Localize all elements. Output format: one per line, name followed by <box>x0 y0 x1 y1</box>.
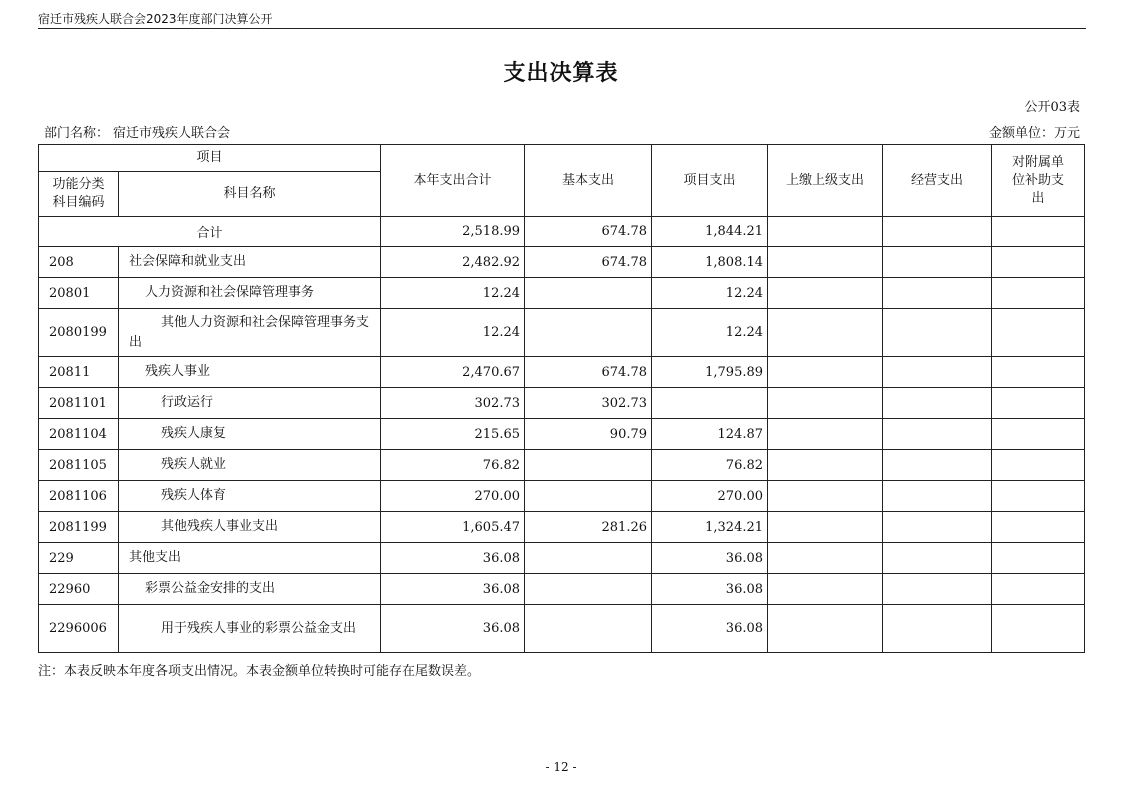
header-upper: 上缴上级支出 <box>768 145 883 217</box>
header-business: 经营支出 <box>883 145 992 217</box>
project-cell: 36.08 <box>652 605 768 653</box>
header-basic: 基本支出 <box>525 145 652 217</box>
table-note: 注：本表反映本年度各项支出情况。本表金额单位转换时可能存在尾数误差。 <box>38 664 481 679</box>
table-row <box>39 512 1085 543</box>
upper-cell <box>768 278 883 309</box>
business-cell <box>883 217 992 247</box>
basic-cell <box>525 574 652 605</box>
upper-cell <box>768 450 883 481</box>
basic-cell: 302.73 <box>525 388 652 419</box>
table-row <box>39 481 1085 512</box>
project-cell: 270.00 <box>652 481 768 512</box>
subsidy-cell <box>992 388 1085 419</box>
total-cell: 302.73 <box>381 388 525 419</box>
amount-unit: 金额单位：万元 <box>988 126 1080 141</box>
subsidy-cell <box>992 419 1085 450</box>
upper-cell <box>768 419 883 450</box>
func-code-cell: 2081106 <box>39 481 119 512</box>
project-cell <box>652 388 768 419</box>
subsidy-cell <box>992 512 1085 543</box>
func-code-cell: 208 <box>39 247 119 278</box>
header-subsidy: 对附属单位补助支出 <box>992 145 1085 217</box>
project-cell: 1,844.21 <box>652 217 768 247</box>
total-cell: 2,518.99 <box>381 217 525 247</box>
total-cell: 36.08 <box>381 574 525 605</box>
func-code-cell: 2081104 <box>39 419 119 450</box>
department-value: 宿迁市残疾人联合会 <box>113 126 231 141</box>
upper-cell <box>768 309 883 357</box>
func-code-cell: 2296006 <box>39 605 119 653</box>
subject-name-cell: 彩票公益金安排的支出 <box>119 574 381 605</box>
total-row <box>39 217 1085 247</box>
total-cell: 36.08 <box>381 605 525 653</box>
func-code-cell: 2081105 <box>39 450 119 481</box>
subsidy-cell <box>992 278 1085 309</box>
table-row <box>39 278 1085 309</box>
func-code-cell: 2080199 <box>39 309 119 357</box>
basic-cell: 674.78 <box>525 217 652 247</box>
func-code-cell: 20801 <box>39 278 119 309</box>
department-label: 部门名称： <box>44 126 110 141</box>
basic-cell: 674.78 <box>525 247 652 278</box>
upper-cell <box>768 217 883 247</box>
business-cell <box>883 419 992 450</box>
department-line <box>44 122 234 141</box>
business-cell <box>883 543 992 574</box>
subsidy-cell <box>992 247 1085 278</box>
running-header: 宿迁市残疾人联合会2023年度部门决算公开 <box>38 12 273 26</box>
basic-cell <box>525 481 652 512</box>
table-row <box>39 450 1085 481</box>
subject-name-cell: 人力资源和社会保障管理事务 <box>119 278 381 309</box>
table-row <box>39 388 1085 419</box>
project-cell: 12.24 <box>652 309 768 357</box>
table-row <box>39 605 1085 653</box>
business-cell <box>883 247 992 278</box>
table-row <box>39 357 1085 388</box>
func-code-cell: 2081101 <box>39 388 119 419</box>
basic-cell <box>525 605 652 653</box>
subject-name-cell: 社会保障和就业支出 <box>119 247 381 278</box>
business-cell <box>883 388 992 419</box>
subject-name-cell: 残疾人体育 <box>119 481 381 512</box>
basic-cell <box>525 543 652 574</box>
subject-name-cell: 其他残疾人事业支出 <box>119 512 381 543</box>
func-code-cell: 229 <box>39 543 119 574</box>
basic-cell: 281.26 <box>525 512 652 543</box>
header-item: 项目 <box>39 145 381 172</box>
business-cell <box>883 278 992 309</box>
header-total: 本年支出合计 <box>381 145 525 217</box>
project-cell: 124.87 <box>652 419 768 450</box>
upper-cell <box>768 481 883 512</box>
subsidy-cell <box>992 309 1085 357</box>
upper-cell <box>768 388 883 419</box>
func-code-cell: 22960 <box>39 574 119 605</box>
total-cell: 12.24 <box>381 278 525 309</box>
business-cell <box>883 309 992 357</box>
basic-cell <box>525 309 652 357</box>
form-code: 公开03表 <box>1024 100 1080 115</box>
upper-cell <box>768 357 883 388</box>
subsidy-cell <box>992 574 1085 605</box>
project-cell: 1,324.21 <box>652 512 768 543</box>
subject-name-cell: 其他人力资源和社会保障管理事务支出 <box>119 309 381 357</box>
subject-name-cell: 残疾人事业 <box>119 357 381 388</box>
expenditure-table <box>38 144 1085 653</box>
total-cell: 2,470.67 <box>381 357 525 388</box>
header-divider <box>38 28 1086 29</box>
project-cell: 1,808.14 <box>652 247 768 278</box>
table-row <box>39 247 1085 278</box>
subsidy-cell <box>992 357 1085 388</box>
header-subject-name: 科目名称 <box>119 172 381 217</box>
project-cell: 1,795.89 <box>652 357 768 388</box>
subsidy-cell <box>992 217 1085 247</box>
upper-cell <box>768 512 883 543</box>
total-label: 合计 <box>39 217 381 247</box>
page-number: - 12 - <box>545 760 577 774</box>
subsidy-cell <box>992 450 1085 481</box>
total-cell: 270.00 <box>381 481 525 512</box>
func-code-cell: 2081199 <box>39 512 119 543</box>
total-cell: 2,482.92 <box>381 247 525 278</box>
table-row <box>39 574 1085 605</box>
total-cell: 12.24 <box>381 309 525 357</box>
table-row <box>39 309 1085 357</box>
subject-name-cell: 其他支出 <box>119 543 381 574</box>
subject-name-cell: 残疾人康复 <box>119 419 381 450</box>
subsidy-cell <box>992 543 1085 574</box>
business-cell <box>883 574 992 605</box>
basic-cell: 674.78 <box>525 357 652 388</box>
upper-cell <box>768 605 883 653</box>
subsidy-cell <box>992 605 1085 653</box>
business-cell <box>883 512 992 543</box>
upper-cell <box>768 247 883 278</box>
header-project: 项目支出 <box>652 145 768 217</box>
subject-name-cell: 行政运行 <box>119 388 381 419</box>
page-title: 支出决算表 <box>503 61 619 86</box>
total-cell: 76.82 <box>381 450 525 481</box>
subject-name-cell: 残疾人就业 <box>119 450 381 481</box>
basic-cell <box>525 278 652 309</box>
upper-cell <box>768 543 883 574</box>
upper-cell <box>768 574 883 605</box>
project-cell: 12.24 <box>652 278 768 309</box>
project-cell: 76.82 <box>652 450 768 481</box>
business-cell <box>883 450 992 481</box>
project-cell: 36.08 <box>652 543 768 574</box>
table-row <box>39 543 1085 574</box>
header-func-code: 功能分类科目编码 <box>39 172 119 217</box>
business-cell <box>883 605 992 653</box>
total-cell: 36.08 <box>381 543 525 574</box>
subsidy-cell <box>992 481 1085 512</box>
subject-name-cell: 用于残疾人事业的彩票公益金支出 <box>119 605 381 653</box>
table-row <box>39 419 1085 450</box>
basic-cell <box>525 450 652 481</box>
func-code-cell: 20811 <box>39 357 119 388</box>
business-cell <box>883 481 992 512</box>
total-cell: 215.65 <box>381 419 525 450</box>
basic-cell: 90.79 <box>525 419 652 450</box>
project-cell: 36.08 <box>652 574 768 605</box>
business-cell <box>883 357 992 388</box>
total-cell: 1,605.47 <box>381 512 525 543</box>
